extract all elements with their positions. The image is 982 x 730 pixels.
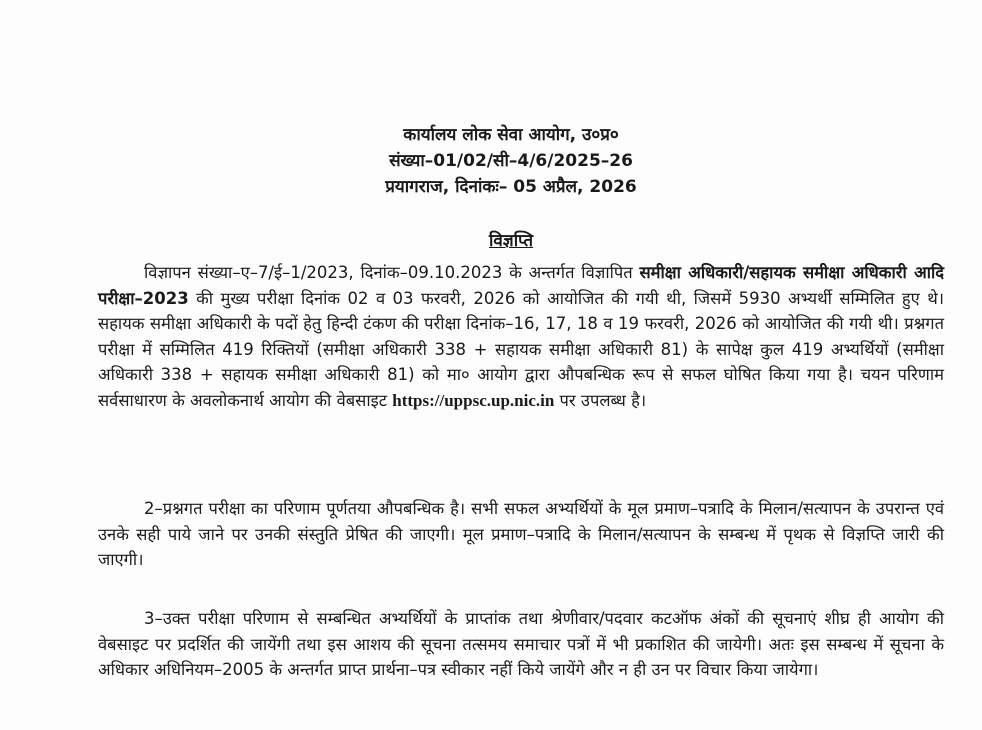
exam-name: समीक्षा अधिकारी/सहायक समीक्षा अधिकारी आदि परीक्षा–2023 [98,263,944,308]
office-name: कार्यालय लोक सेवा आयोग, उ०प्र० [403,125,619,145]
notice-title: विज्ञप्ति [488,231,534,251]
paragraph-1-text-a: विज्ञापन संख्या–ए–7/ई–1/2023, दिनांक–09.10.2023 के अन्तर्गत विज्ञापित [144,263,640,282]
reference-number: संख्या–01/02/सी–4/6/2025–26 [389,151,633,171]
paragraph-3: 3–उक्त परीक्षा परिणाम से सम्बन्धित अभ्यर्थियों के प्राप्तांक तथा श्रेणीवार/पदवार कटऑफ अंकों की सूचनाएं शीघ्र ही आयोग की वेबसाइट पर प्रदर्शित की जायेंगी तथा इस आशय की सूचना तत्समय समाचार पत्रों में भी प्रकाशित की जायेगी। अतः इस सम्बन्ध में सूचना के अधिकार अधिनियम–2005 के अन्तर्गत प्राप्त प्रार्थना–पत्र स्वीकार नहीं किये जायेंगे और न ही उन पर विचार किया जायेगा। [98,609,944,679]
place-date: प्रयागराज, दिनांकः– 05 अप्रैल, 2026 [385,177,637,197]
paragraph-2: 2–प्रश्नगत परीक्षा का परिणाम पूर्णतया औपबन्धिक है। सभी सफल अभ्यर्थियों के मूल प्रमाण–पत्रादि के मिलान/सत्यापन के उपरान्त एवं उनके सही पाये जाने पर उनकी संस्तुति प्रेषित की जाएगी। मूल प्रमाण–पत्रादि के मिलान/सत्यापन के सम्बन्ध में पृथक से विज्ञप्ति जारी की जाएगी। [98,499,944,569]
document-header [0,122,982,200]
website-link[interactable]: https://uppsc.up.nic.in [392,390,555,410]
paragraph-1 [98,260,944,413]
paragraph-1-text-b: की मुख्य परीक्षा दिनांक 02 व 03 फरवरी, 2026 को आयोजित की गयी थी, जिसमें 5930 अभ्यर्थी सम्मिलित हुए थे। सहायक समीक्षा अधिकारी के पदों हेतु हिन्दी टंकण की परीक्षा दिनांक–16, 17, 18 व 19 फरवरी, 2026 को आयोजित की गयी थी। प्रश्नगत परीक्षा में सम्मिलित 419 रिक्तियों (समीक्षा अधिकारी 338 + सहायक समीक्षा अधिकारी 81) के सापेक्ष कुल 419 अभ्यर्थियों (समीक्षा अधिकारी 338 + सहायक समीक्षा अधिकारी 81) को मा० आयोग द्वारा औपबन्धिक रूप से सफल घोषित किया गया है। चयन परिणाम सर्वसाधारण के अवलोकनार्थ आयोग की वेबसाइट [98,288,944,410]
paragraph-1-text-c: पर उपलब्ध है। [554,390,647,410]
